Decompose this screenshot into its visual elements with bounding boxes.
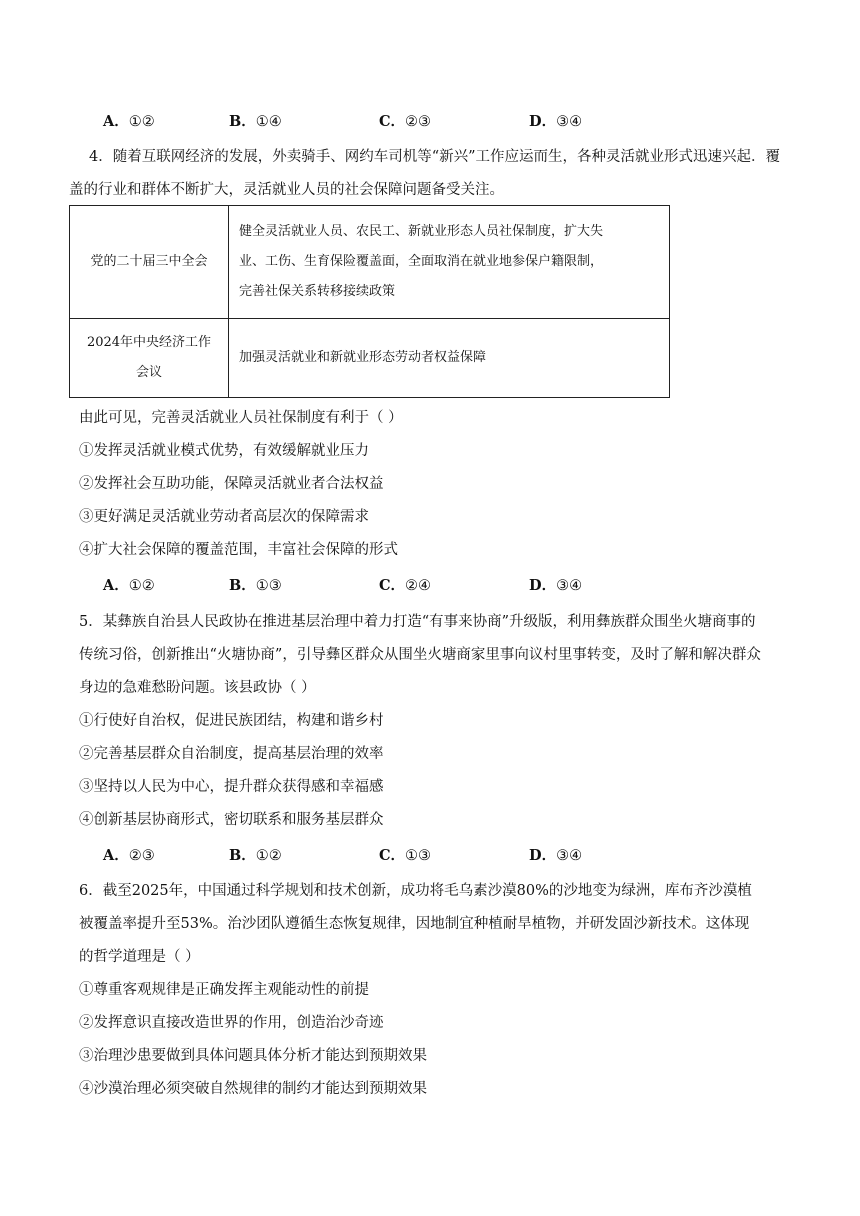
table-label-cell: 2024年中央经济工作 会议 <box>70 319 229 398</box>
q5-stem-line-3: 身边的急难愁盼问题。该县政协（ ） <box>79 680 316 696</box>
q6-statement-3: ③治理沙患要做到具体问题具体分析才能达到预期效果 <box>79 1048 427 1064</box>
q3-option-c: C．②③ <box>379 113 432 130</box>
q4-statement-1: ①发挥灵活就业模式优势，有效缓解就业压力 <box>79 443 369 459</box>
q4-statement-4: ④扩大社会保障的覆盖范围，丰富社会保障的形式 <box>79 542 398 558</box>
q4-option-b: B．①③ <box>229 577 282 594</box>
q6-statement-1: ①尊重客观规律是正确发挥主观能动性的前提 <box>79 982 369 998</box>
q6-statement-2: ②发挥意识直接改造世界的作用，创造治沙奇迹 <box>79 1015 384 1031</box>
q4-option-a: A．①② <box>103 577 155 594</box>
q3-option-b: B．①④ <box>229 113 282 130</box>
q5-stem-line-1: 5．某彝族自治县人民政协在推进基层治理中着力打造“有事来协商”升级版，利用彝族群众围坐火塘商事的 <box>79 614 756 630</box>
q5-option-b: B．①② <box>229 847 282 864</box>
q4-stem-line-1: 4．随着互联网经济的发展，外卖骑手、网约车司机等“新兴”工作应运而生，各种灵活就业形式迅速兴起．覆 <box>89 149 781 165</box>
q5-stem-line-2: 传统习俗，创新推出“火塘协商”，引导彝区群众从围坐火塘商家里事向议村里事转变，及时了解和解决群众 <box>79 647 761 663</box>
q5-option-c: C．①③ <box>379 847 432 864</box>
table-content-cell: 健全灵活就业人员、农民工、新就业形态人员社保制度，扩大失 业、工伤、生育保险覆盖面，全面取消在就业地参保户籍限制， 完善社保关系转移接续政策 <box>229 206 670 319</box>
q6-statement-4: ④沙漠治理必须突破自然规律的制约才能达到预期效果 <box>79 1081 427 1097</box>
q4-option-d: D．③④ <box>529 577 583 594</box>
q5-options <box>103 846 723 866</box>
q5-statement-3: ③坚持以人民为中心，提升群众获得感和幸福感 <box>79 779 384 795</box>
q4-statement-2: ②发挥社会互助功能，保障灵活就业者合法权益 <box>79 476 384 492</box>
q3-option-d: D．③④ <box>529 113 583 130</box>
q5-option-d: D．③④ <box>529 847 583 864</box>
q4-statement-3: ③更好满足灵活就业劳动者高层次的保障需求 <box>79 509 369 525</box>
q5-statement-1: ①行使好自治权，促进民族团结，构建和谐乡村 <box>79 713 384 729</box>
q4-option-c: C．②④ <box>379 577 432 594</box>
q6-stem-line-2: 被覆盖率提升至53%。治沙团队遵循生态恢复规律，因地制宜种植耐旱植物，并研发固沙新技术。这体现 <box>79 916 750 932</box>
table-content-cell: 加强灵活就业和新就业形态劳动者权益保障 <box>229 319 670 398</box>
q4-stem-line-2: 盖的行业和群体不断扩大，灵活就业人员的社会保障问题备受关注。 <box>69 182 504 198</box>
table-row <box>70 206 670 319</box>
q6-stem-line-1: 6．截至2025年，中国通过科学规划和技术创新，成功将毛乌素沙漠80%的沙地变为绿洲，库布齐沙漠植 <box>79 883 752 899</box>
q3-options <box>103 112 723 132</box>
q5-statement-2: ②完善基层群众自治制度，提高基层治理的效率 <box>79 746 384 762</box>
q3-option-a: A．①② <box>103 113 155 130</box>
q5-option-a: A．②③ <box>103 847 155 864</box>
table-row <box>70 319 670 398</box>
table-label-cell: 党的二十届三中全会 <box>70 206 229 319</box>
q6-stem-line-3: 的哲学道理是（ ） <box>79 949 200 965</box>
q4-question: 由此可见，完善灵活就业人员社保制度有利于（ ） <box>79 410 403 426</box>
q4-options <box>103 576 723 596</box>
q5-statement-4: ④创新基层协商形式，密切联系和服务基层群众 <box>79 812 384 828</box>
q4-policy-table <box>69 205 670 398</box>
